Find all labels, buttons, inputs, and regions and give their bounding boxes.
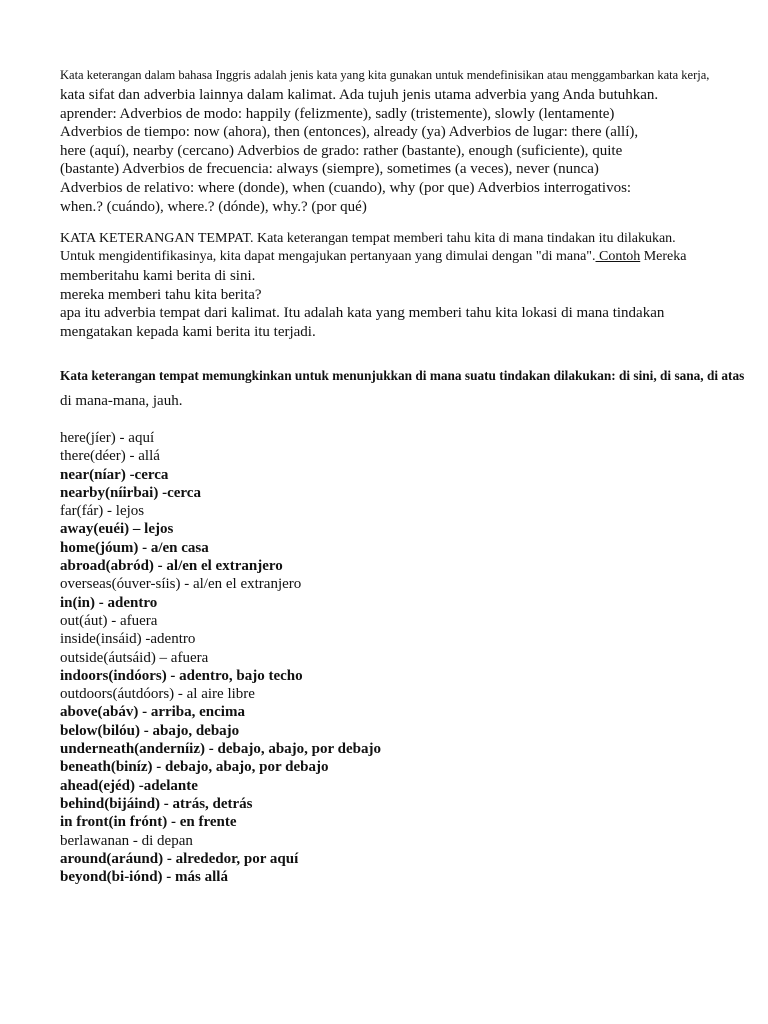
intro-line: (bastante) Adverbios de frecuencia: always (siempre), sometimes (a veces), never (nunca) bbox=[60, 161, 599, 178]
adverb-list-item: nearby(níirbai) -cerca bbox=[60, 484, 201, 501]
adverb-list-item: outdoors(áutdóors) - al aire libre bbox=[60, 686, 255, 703]
adverb-list-item: in front(in frónt) - en frente bbox=[60, 814, 237, 831]
adverb-list-item: ahead(ejéd) -adelante bbox=[60, 777, 198, 794]
place-section-body bbox=[60, 267, 664, 341]
place-section-text: Mereka bbox=[640, 248, 687, 264]
adverb-list-item: below(bilóu) - abajo, debajo bbox=[60, 722, 240, 739]
intro-line: kata sifat dan adverbia lainnya dalam kalimat. Ada tujuh jenis utama adverbia yang Anda butuhkan. bbox=[60, 87, 659, 103]
adverb-list-item: overseas(óuver-síis) - al/en el extranjero bbox=[60, 576, 302, 593]
adverb-list-item: beneath(biníz) - debajo, abajo, por debajo bbox=[60, 759, 329, 776]
intro-line: Adverbios de relativo: where (donde), when (cuando), why (por que) Adverbios interrogativos: bbox=[60, 179, 632, 196]
place-section-text: Untuk mengidentifikasinya, kita dapat mengajukan pertanyaan yang dimulai dengan "di mana". bbox=[60, 248, 596, 264]
adverb-list-item: behind(bijáind) - atrás, detrás bbox=[60, 795, 253, 812]
intro-paragraph bbox=[60, 86, 760, 216]
place-section-line: mereka memberi tahu kita berita? bbox=[60, 286, 262, 303]
place-section-line bbox=[60, 248, 687, 266]
adverb-list-item: beyond(bi-iónd) - más allá bbox=[60, 869, 228, 886]
contoh-label: Contoh bbox=[595, 248, 641, 264]
adverb-list-item: underneath(anderníiz) - debajo, abajo, por debajo bbox=[60, 741, 381, 758]
adverb-list-item: in(in) - adentro bbox=[60, 594, 158, 611]
adverb-list bbox=[60, 429, 381, 886]
examples-intro-heading: Kata keterangan tempat memungkinkan untuk menunjukkan di mana suatu tindakan dilakukan: di sini, di sana, di atas bbox=[60, 368, 745, 383]
place-section-line: apa itu adverbia tempat dari kalimat. Itu adalah kata yang memberi tahu kita lokasi di mana tindakan bbox=[60, 305, 665, 322]
adverb-list-item: here(jíer) - aquí bbox=[60, 430, 155, 446]
intro-first-line: Kata keterangan dalam bahasa Inggris adalah jenis kata yang kita gunakan untuk mendefinisikan atau menggambarkan kata kerja, bbox=[60, 68, 710, 82]
adverb-list-item: indoors(indóors) - adentro, bajo techo bbox=[60, 667, 303, 684]
adverb-list-item: far(fár) - lejos bbox=[60, 503, 145, 520]
adverb-list-item: there(déer) - allá bbox=[60, 448, 160, 465]
adverb-list-item: away(euéi) – lejos bbox=[60, 521, 174, 538]
intro-line: when.? (cuándo), where.? (dónde), why.? (por qué) bbox=[60, 198, 367, 215]
adverb-list-item: out(áut) - afuera bbox=[60, 612, 158, 629]
adverb-list-item: berlawanan - di depan bbox=[60, 832, 193, 849]
adverb-list-item: around(aráund) - alrededor, por aquí bbox=[60, 850, 299, 867]
adverb-list-item: above(abáv) - arriba, encima bbox=[60, 704, 245, 721]
intro-line: aprender: Adverbios de modo: happily (felizmente), sadly (tristemente), slowly (lentamente) bbox=[60, 105, 615, 122]
place-section-line: memberitahu kami berita di sini. bbox=[60, 268, 256, 284]
place-section-intro bbox=[60, 230, 687, 265]
place-section-line: mengatakan kepada kami berita itu terjadi. bbox=[60, 323, 316, 340]
intro-line: here (aquí), nearby (cercano) Adverbios de grado: rather (bastante), enough (suficiente), quite bbox=[60, 142, 623, 159]
place-section-line: KATA KETERANGAN TEMPAT. Kata keterangan tempat memberi tahu kita di mana tindakan itu dilakukan. bbox=[60, 231, 676, 246]
examples-intro-continuation: di mana-mana, jauh. bbox=[60, 393, 183, 409]
adverb-list-item: abroad(abród) - al/en el extranjero bbox=[60, 558, 283, 575]
intro-line: Adverbios de tiempo: now (ahora), then (entonces), already (ya) Adverbios de lugar: there (allí), bbox=[60, 124, 639, 141]
adverb-list-item: home(jóum) - a/en casa bbox=[60, 539, 209, 556]
adverb-list-item: inside(insáid) -adentro bbox=[60, 631, 196, 648]
adverb-list-item: outside(áutsáid) – afuera bbox=[60, 649, 209, 666]
adverb-list-item: near(níar) -cerca bbox=[60, 466, 169, 483]
